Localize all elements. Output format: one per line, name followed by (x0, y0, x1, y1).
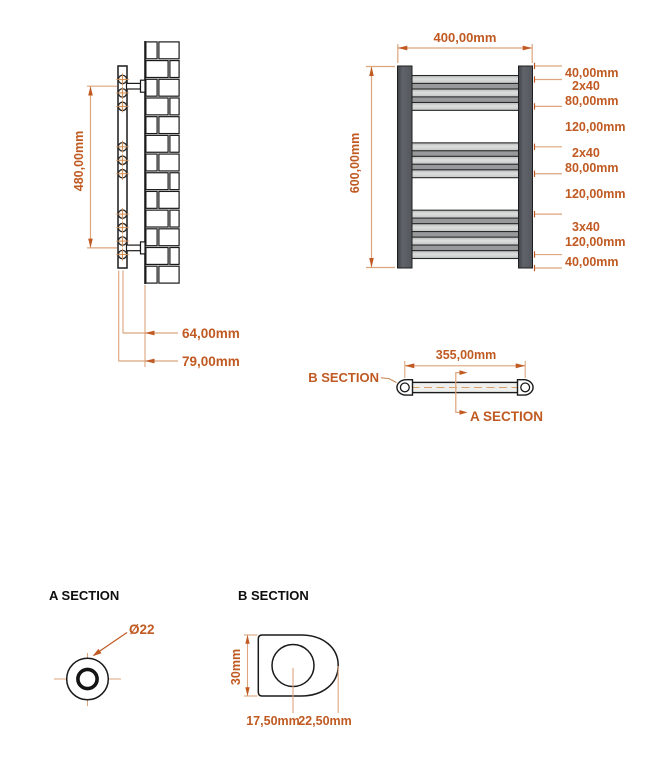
front-right-dim-6: 120,00mm (565, 187, 626, 201)
front-right-dim-9: 40,00mm (565, 254, 619, 269)
side-height-dim-label: 480,00mm (72, 130, 86, 192)
a-section-title: A SECTION (49, 588, 120, 603)
left-cap-hole (400, 383, 409, 392)
wall-bracket-top (127, 80, 146, 92)
front-right-dim-2: 80,00mm (565, 94, 619, 108)
front-right-dim-0: 40,00mm (565, 65, 619, 80)
front-right-dim-7: 3x40 (572, 219, 600, 234)
top-b-section-label: B SECTION (308, 370, 379, 385)
a-section-diameter-label: Ø22 (129, 622, 155, 637)
b-height-dim-label: 30mm (229, 648, 243, 686)
front-right-dim-8: 120,00mm (565, 234, 626, 249)
a-section-detail (54, 633, 127, 707)
brick-wall (145, 41, 179, 284)
right-collector-column (519, 66, 533, 268)
b-hole-center-dim-label: 17,50mm (246, 714, 300, 728)
front-view (366, 44, 562, 271)
right-dimension-ticks (534, 63, 562, 271)
front-right-dim-4: 2x40 (572, 146, 600, 160)
side-depth-79-label: 79,00mm (182, 354, 240, 369)
b-section-detail (244, 635, 338, 713)
left-collector-column (398, 66, 413, 268)
front-width-dim-label: 400,00mm (433, 30, 497, 45)
front-right-dim-1: 2x40 (572, 79, 600, 93)
top-width-dimension (405, 361, 525, 378)
side-depth-dimensions (119, 271, 178, 368)
front-width-dimension (398, 44, 532, 63)
side-depth-64-label: 64,00mm (182, 326, 240, 341)
top-view (381, 361, 533, 415)
front-height-dimension (366, 67, 395, 268)
side-height-dimension (87, 86, 117, 248)
top-width-dim-label: 355,00mm (435, 348, 497, 362)
top-a-section-label: A SECTION (470, 409, 544, 424)
tube-outer-circle (67, 658, 109, 700)
b-height-dimension (244, 635, 258, 696)
b-depth-dim-label: 22,50mm (298, 714, 352, 728)
right-cap-hole (521, 383, 530, 392)
diameter-leader (93, 633, 128, 657)
b-section-title: B SECTION (238, 588, 309, 603)
front-height-dim-label: 600,00mm (348, 132, 362, 194)
front-right-dim-5: 80,00mm (565, 161, 619, 175)
side-view (87, 41, 179, 367)
front-right-dim-3: 120,00mm (565, 119, 626, 134)
b-section-leader (381, 378, 397, 383)
radiator-rungs (412, 76, 520, 259)
wall-bracket-bottom (127, 242, 146, 254)
